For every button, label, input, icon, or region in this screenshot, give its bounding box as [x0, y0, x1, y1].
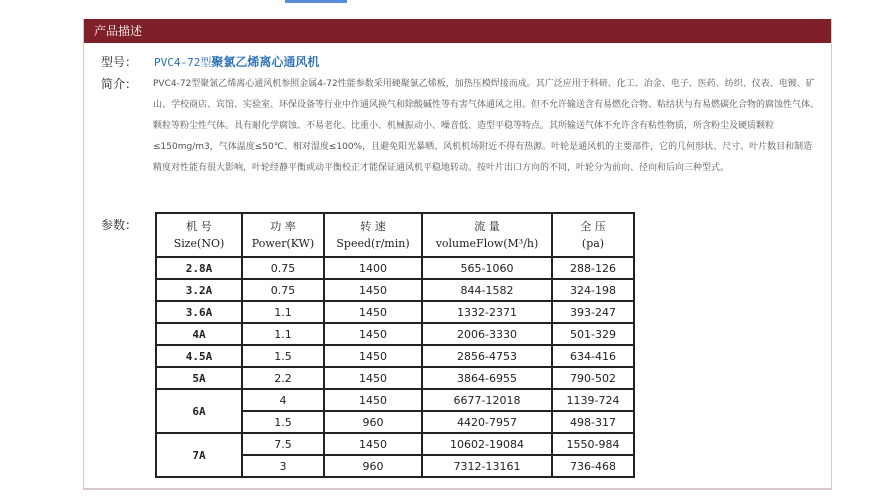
cell-power: 0.75: [242, 279, 324, 301]
cell-power: 7.5: [242, 433, 324, 455]
intro-label: 简介：: [101, 77, 138, 91]
top-tab-indicator: [285, 0, 347, 3]
cell-flow: 2006-3330: [422, 323, 552, 345]
cell-pressure: 634-416: [552, 345, 634, 367]
cell-pressure: 1139-724: [552, 389, 634, 411]
panel-header: 产品描述: [84, 19, 831, 43]
cell-flow: 10602-19084: [422, 433, 552, 455]
cell-flow: 1332-2371: [422, 301, 552, 323]
spec-table-header-row: [156, 213, 634, 257]
cell-speed: 1400: [324, 257, 422, 279]
header-speed: 转 速 Speed(r/min): [324, 213, 422, 257]
cell-flow: 565-1060: [422, 257, 552, 279]
product-description-panel: [83, 19, 832, 489]
table-row: [156, 301, 634, 323]
cell-power: 3: [242, 455, 324, 477]
header-size: 机 号 Size(NO): [156, 213, 242, 257]
table-row: [156, 345, 634, 367]
model-name: 聚氯乙烯离心通风机: [211, 55, 320, 69]
cell-size: 5A: [156, 367, 242, 389]
cell-size: 3.6A: [156, 301, 242, 323]
cell-flow: 7312-13161: [422, 455, 552, 477]
cell-power: 4: [242, 389, 324, 411]
cell-size: 7A: [156, 433, 242, 477]
bottom-divider: [83, 489, 832, 490]
cell-flow: 844-1582: [422, 279, 552, 301]
cell-flow: 6677-12018: [422, 389, 552, 411]
cell-pressure: 1550-984: [552, 433, 634, 455]
table-row: [156, 389, 634, 411]
cell-power: 0.75: [242, 257, 324, 279]
cell-power: 1.5: [242, 345, 324, 367]
cell-pressure: 324-198: [552, 279, 634, 301]
cell-size: 4.5A: [156, 345, 242, 367]
cell-pressure: 498-317: [552, 411, 634, 433]
cell-speed: 1450: [324, 323, 422, 345]
cell-speed: 1450: [324, 345, 422, 367]
cell-flow: 4420-7957: [422, 411, 552, 433]
cell-speed: 1450: [324, 389, 422, 411]
params-label: 参数：: [101, 218, 138, 232]
cell-pressure: 790-502: [552, 367, 634, 389]
cell-power: 2.2: [242, 367, 324, 389]
table-row: [156, 257, 634, 279]
cell-size: 6A: [156, 389, 242, 433]
cell-speed: 1450: [324, 367, 422, 389]
cell-speed: 1450: [324, 301, 422, 323]
cell-size: 2.8A: [156, 257, 242, 279]
cell-speed: 1450: [324, 433, 422, 455]
cell-flow: 3864-6955: [422, 367, 552, 389]
cell-power: 1.1: [242, 323, 324, 345]
model-code: PVC4-72型: [154, 56, 212, 69]
table-row: [156, 367, 634, 389]
cell-pressure: 501-329: [552, 323, 634, 345]
cell-pressure: 288-126: [552, 257, 634, 279]
cell-size: 3.2A: [156, 279, 242, 301]
cell-pressure: 736-468: [552, 455, 634, 477]
table-row: [156, 433, 634, 455]
table-row: [156, 279, 634, 301]
model-label: 型号：: [101, 55, 138, 69]
cell-power: 1.1: [242, 301, 324, 323]
cell-speed: 960: [324, 455, 422, 477]
header-power: 功 率 Power(KW): [242, 213, 324, 257]
header-pressure: 全 压 (pa): [552, 213, 634, 257]
cell-speed: 1450: [324, 279, 422, 301]
cell-size: 4A: [156, 323, 242, 345]
model-value: [154, 53, 319, 70]
cell-power: 1.5: [242, 411, 324, 433]
header-flow: 流 量 volumeFlow(M³/h): [422, 213, 552, 257]
cell-pressure: 393-247: [552, 301, 634, 323]
spec-table: [155, 212, 635, 478]
intro-text: PVC4-72型聚氯乙烯离心通风机参照金属4-72性能参数采用硬聚氯乙烯板，加热压模焊接而成。其广泛应用于科研、化工、冶金、电子、医药、纺织、仪表、电镀、矿山、学校商店、宾馆、实验室、环保设备等行业中作通风换气和除酸碱性等有害气体通风之用。但不允许输送含有易燃化合物、粘结状与有易燃碳化合物的腐蚀性气体、颗粒等粉尘性气体。具有耐化学腐蚀、不易老化、比重小、机械振动小、噪音低、造型平稳等特点。其所输送气体不允许含有粘性物质，所含粉尘及硬质颗粒≤150mg/m3，气体温度≤50℃、相对湿度≤100%，且避免阳光暴晒、风机机场附近不得有热源。叶轮是通风机的主要部件，它的几何形状、尺寸、叶片数目和制造精度对性能有很大影响，叶轮经静平衡或动平衡校正才能保证通风机平稳地转动。按叶片出口方向的不同，叶轮分为前向、径向和后向三种型式。: [153, 79, 820, 173]
cell-flow: 2856-4753: [422, 345, 552, 367]
table-row: [156, 323, 634, 345]
cell-speed: 960: [324, 411, 422, 433]
